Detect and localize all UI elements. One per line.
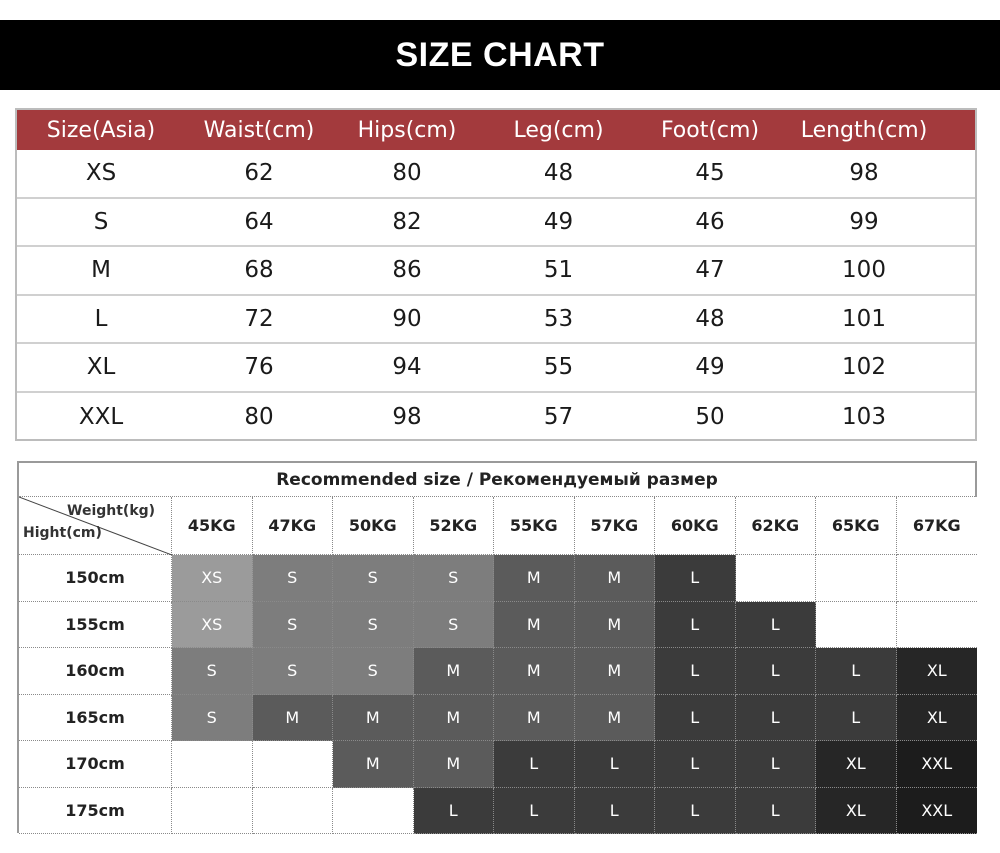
recommended-size-cell: XS — [172, 602, 253, 649]
recommended-size-cell: S — [414, 602, 495, 649]
recommended-size-cell: L — [816, 695, 897, 742]
column-header: Leg(cm) — [513, 117, 604, 143]
recommended-size-cell: L — [414, 788, 495, 835]
measure-cell: 46 — [695, 208, 725, 235]
measure-cell: 55 — [543, 354, 574, 381]
size-cell: XL — [86, 354, 116, 381]
recommended-size-cell: L — [575, 741, 656, 788]
measure-cell: 86 — [392, 257, 422, 284]
measure-cell: 99 — [849, 208, 879, 235]
recommended-size-cell: S — [333, 555, 414, 602]
measure-cell: 50 — [695, 403, 725, 430]
measure-cell: 48 — [695, 305, 725, 332]
recommended-size-cell: L — [655, 695, 736, 742]
recommended-size-cell: M — [575, 695, 656, 742]
recommended-size-cell: XL — [897, 648, 978, 695]
recommended-size-cell: M — [494, 695, 575, 742]
recommended-size-cell: L — [736, 741, 817, 788]
column-header: Waist(cm) — [203, 117, 315, 143]
weight-header: 50KG — [333, 497, 414, 555]
recommended-size-cell: S — [172, 648, 253, 695]
table-row — [17, 247, 975, 296]
column-header: Size(Asia) — [46, 117, 156, 143]
title-bar — [0, 20, 1000, 90]
height-label: 175cm — [19, 788, 172, 835]
table-row — [17, 199, 975, 248]
weight-header: 47KG — [253, 497, 334, 555]
recommended-size-cell: XL — [816, 741, 897, 788]
weight-axis-label: Weight(kg) — [67, 503, 156, 519]
weight-header: 45KG — [172, 497, 253, 555]
recommended-size-cell: S — [172, 695, 253, 742]
recommended-size-cell — [897, 555, 978, 602]
measure-cell: 90 — [392, 305, 422, 332]
recommended-size-cell: L — [816, 648, 897, 695]
recommended-size-cell — [897, 602, 978, 649]
weight-header: 60KG — [655, 497, 736, 555]
recommended-size-cell: L — [736, 695, 817, 742]
recommended-size-cell: L — [655, 602, 736, 649]
height-label: 150cm — [19, 555, 172, 602]
weight-header: 55KG — [494, 497, 575, 555]
measure-cell: 98 — [849, 160, 879, 187]
table-row — [17, 296, 975, 345]
height-label: 160cm — [19, 648, 172, 695]
measure-cell: 76 — [244, 354, 274, 381]
recommended-size-cell — [816, 555, 897, 602]
measure-cell: 49 — [543, 208, 574, 235]
measure-cell: 80 — [392, 160, 422, 187]
measure-cell: 51 — [543, 257, 574, 284]
measure-cell: 82 — [392, 208, 422, 235]
recommended-size-cell: L — [736, 788, 817, 835]
column-header: Length(cm) — [800, 117, 928, 143]
recommended-size-cell: M — [414, 648, 495, 695]
size-table — [15, 108, 977, 441]
recommended-size-cell — [172, 788, 253, 835]
recommended-size-cell: S — [333, 648, 414, 695]
measure-cell: 94 — [392, 354, 422, 381]
weight-header: 62KG — [736, 497, 817, 555]
recommended-size-cell: S — [253, 602, 334, 649]
recommended-size-cell — [816, 602, 897, 649]
recommended-size-cell: M — [575, 555, 656, 602]
weight-header: 65KG — [816, 497, 897, 555]
measure-cell: 80 — [244, 403, 274, 430]
size-cell: L — [94, 305, 108, 332]
recommended-size-cell — [253, 741, 334, 788]
table-row — [17, 393, 975, 442]
measure-cell: 101 — [842, 305, 886, 332]
page-title: SIZE CHART — [395, 35, 605, 74]
size-cell: S — [93, 208, 109, 235]
recommended-size-cell — [172, 741, 253, 788]
size-cell: XXL — [78, 403, 124, 430]
recommended-size-cell: L — [655, 741, 736, 788]
recommended-size-cell: M — [253, 695, 334, 742]
recommended-size-cell: M — [494, 555, 575, 602]
recommended-size-cell: M — [333, 695, 414, 742]
weight-header: 67KG — [897, 497, 978, 555]
weight-header: 57KG — [575, 497, 656, 555]
size-table-header — [17, 110, 975, 150]
recommended-size-cell: L — [736, 648, 817, 695]
measure-cell: 72 — [244, 305, 274, 332]
measure-cell: 47 — [695, 257, 725, 284]
measure-cell: 98 — [392, 403, 422, 430]
column-header: Foot(cm) — [660, 117, 760, 143]
height-axis-label: Hight(cm) — [23, 525, 102, 541]
recommended-size-cell: L — [494, 741, 575, 788]
size-cell: M — [91, 257, 111, 284]
recommended-size-cell: XXL — [897, 788, 978, 835]
measure-cell: 53 — [543, 305, 574, 332]
recommended-size-cell: M — [575, 648, 656, 695]
recommended-size-cell: M — [575, 602, 656, 649]
recommended-size-cell: S — [253, 648, 334, 695]
recommended-size-cell: L — [494, 788, 575, 835]
measure-cell: 45 — [695, 160, 725, 187]
recommended-size-cell: XXL — [897, 741, 978, 788]
table-row — [17, 344, 975, 393]
recommended-size-cell — [736, 555, 817, 602]
size-cell: XS — [85, 160, 117, 187]
measure-cell: 57 — [543, 403, 574, 430]
recommended-size-title: Recommended size / Рекомендуемый размер — [19, 463, 975, 497]
recommended-size-cell — [333, 788, 414, 835]
size-table-body — [17, 150, 975, 441]
recommended-size-cell: L — [655, 788, 736, 835]
recommended-size-cell: L — [655, 555, 736, 602]
recommended-size-cell: M — [494, 648, 575, 695]
measure-cell: 49 — [695, 354, 725, 381]
recommended-size-cell: M — [414, 741, 495, 788]
recommended-size-cell: S — [414, 555, 495, 602]
weight-header: 52KG — [414, 497, 495, 555]
recommended-size-cell: M — [414, 695, 495, 742]
recommended-size-cell: M — [333, 741, 414, 788]
measure-cell: 62 — [244, 160, 274, 187]
column-header: Hips(cm) — [357, 117, 457, 143]
recommended-size-cell: L — [655, 648, 736, 695]
recommended-size-cell: XL — [897, 695, 978, 742]
recommended-size-table — [17, 461, 977, 833]
recommended-size-grid — [19, 497, 975, 834]
recommended-size-cell: S — [253, 555, 334, 602]
recommended-size-cell: XL — [816, 788, 897, 835]
measure-cell: 68 — [244, 257, 274, 284]
measure-cell: 48 — [543, 160, 574, 187]
recommended-size-cell: M — [494, 602, 575, 649]
recommended-size-cell: L — [575, 788, 656, 835]
height-label: 170cm — [19, 741, 172, 788]
height-label: 165cm — [19, 695, 172, 742]
measure-cell: 100 — [842, 257, 886, 284]
height-label: 155cm — [19, 602, 172, 649]
measure-cell: 103 — [842, 403, 886, 430]
recommended-size-cell: L — [736, 602, 817, 649]
corner-header — [19, 497, 172, 555]
table-row — [17, 150, 975, 199]
recommended-size-cell: S — [333, 602, 414, 649]
measure-cell: 64 — [244, 208, 274, 235]
measure-cell: 102 — [842, 354, 886, 381]
recommended-size-cell — [253, 788, 334, 835]
recommended-size-cell: XS — [172, 555, 253, 602]
